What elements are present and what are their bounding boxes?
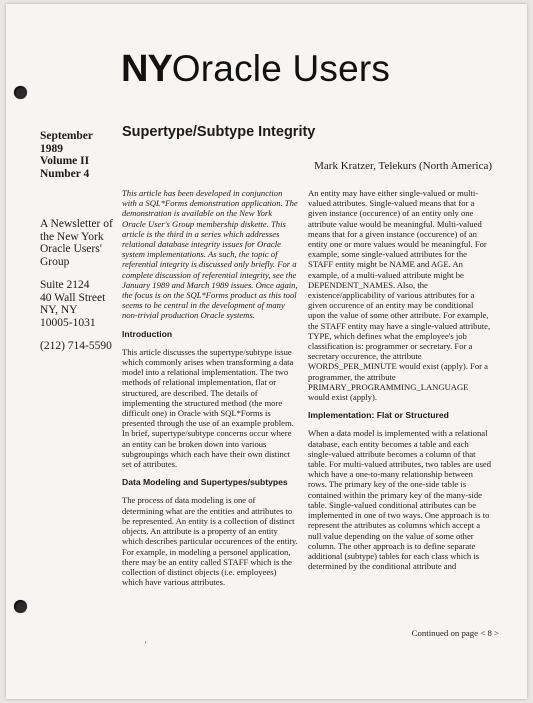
paragraph: When a data model is implemented with a relational database, each entity becomes a table and each single-valued attribute becomes a column of that table. For multi-valued attributes, two tables are used which have a one-to-many relationship between rows. The primary key of the one-side table is contained within the primary key of the many-side table. Single-valued conditional attributes can be implemented in one of two ways. One approach is to represent the attributes as columns which accept a null value depending on the value of some other column. The other approach is to define separate additional (subtype) tables for each class which is determined by the conditional attribute and bbox=[308, 428, 492, 572]
binder-hole bbox=[14, 600, 27, 613]
issue-number: Number 4 bbox=[40, 167, 90, 180]
newsletter-page bbox=[6, 4, 527, 699]
issue-month: September bbox=[40, 130, 94, 142]
issue-info bbox=[40, 130, 93, 180]
masthead-prefix: NY bbox=[121, 48, 172, 90]
section-heading: Implementation: Flat or Structured bbox=[308, 410, 449, 421]
address-line: 10005-1031 bbox=[40, 316, 96, 329]
stray-mark: ' bbox=[145, 640, 147, 649]
paragraph: This article discusses the supertype/subtype issue which commonly arises when transforming a data model into a relational implementation. The two methods of relational implementation, flat or structured, are described. The details of implementing the structured method (the more difficult one) in Oracle with SQL*Forms is presented through the use of an example problem. In brief, supertype/subtype concerns occur where an entity can be broken down into various subgroupings which each have their own distinct set of attributes. bbox=[122, 346, 294, 470]
paragraph: An entity may have either single-valued or multi-valued attributes. Single-valued means that for a given instance (occurence) of an entity only one attribute value would be meaningful. Multi-valued means that for a given instance (occurence) of an entity one or more values would be meaningful. For example, some single-valued attributes for the STAFF entity might be NAME and AGE. An example, of a multi-valued attribute might be DEPENDENT_NAMES. Also, the existence/applicability of various attributes for a given occurence of an entity may be conditional upon the value of some other attribute. For example, the STAFF entity may have a single-valued attribute, TYPE, which defines what the employee's job classification is: programmer or secretary. For a secretary occurence, the attribute WORDS_PER_MINUTE would exist (apply). For a programmer, the attribute PRIMARY_PROGRAMMING_LANGUAGE would exist (apply). bbox=[308, 188, 491, 403]
masthead-title: Oracle Users bbox=[171, 48, 391, 89]
address-line: Suite 2124 bbox=[40, 279, 90, 291]
section-heading: Introduction bbox=[122, 328, 173, 339]
issue-volume: Volume II bbox=[40, 155, 90, 167]
article-title: Supertype/Subtype Integrity bbox=[122, 124, 316, 140]
article-author: Mark Kratzer, Telekurs (North America) bbox=[314, 160, 492, 172]
address-line: 40 Wall Street bbox=[40, 291, 106, 304]
issue-year: 1989 bbox=[40, 142, 63, 155]
address-line: NY, NY bbox=[40, 304, 78, 316]
sidebar-info bbox=[40, 218, 120, 353]
masthead bbox=[121, 48, 390, 91]
binder-hole bbox=[14, 86, 27, 99]
paragraph: The process of data modeling is one of determining what are the entities and attributes to be represented. An entity is a collection of distinct objects. An attribute is a property of an entity which describes particular occurences of the entity. For example, in modeling a personel application, there may be an entity called STAFF which is the collection of distinct objects (i.e. employees) which have various attributes. bbox=[122, 495, 298, 588]
article-column-right bbox=[308, 188, 492, 579]
continued-note: Continued on page < 8 > bbox=[411, 628, 499, 638]
phone-number: (212) 714-5590 bbox=[40, 340, 112, 352]
section-heading: Data Modeling and Supertypes/subtypes bbox=[122, 477, 288, 488]
newsletter-tagline: A Newsletter of the New York Oracle Users' Group bbox=[40, 218, 113, 268]
article-intro: This article has been developed in conjunction with a SQL*Forms demonstration application. The demonstration is available on the New York Oracle User's Group membership diskette. This article is the third in a series which addresses relational database integrity issues for Oracle system implementations. As such, the topic of referential integrity is discussed only briefly. For a complete discussion of referential integrity, see the January 1989 and March 1989 issues. Once again, the focus is on the SQL*Forms product as this tool seems to be central in the development of many non-trivial production Oracle systems. bbox=[122, 188, 298, 321]
article-column-left bbox=[122, 188, 298, 595]
